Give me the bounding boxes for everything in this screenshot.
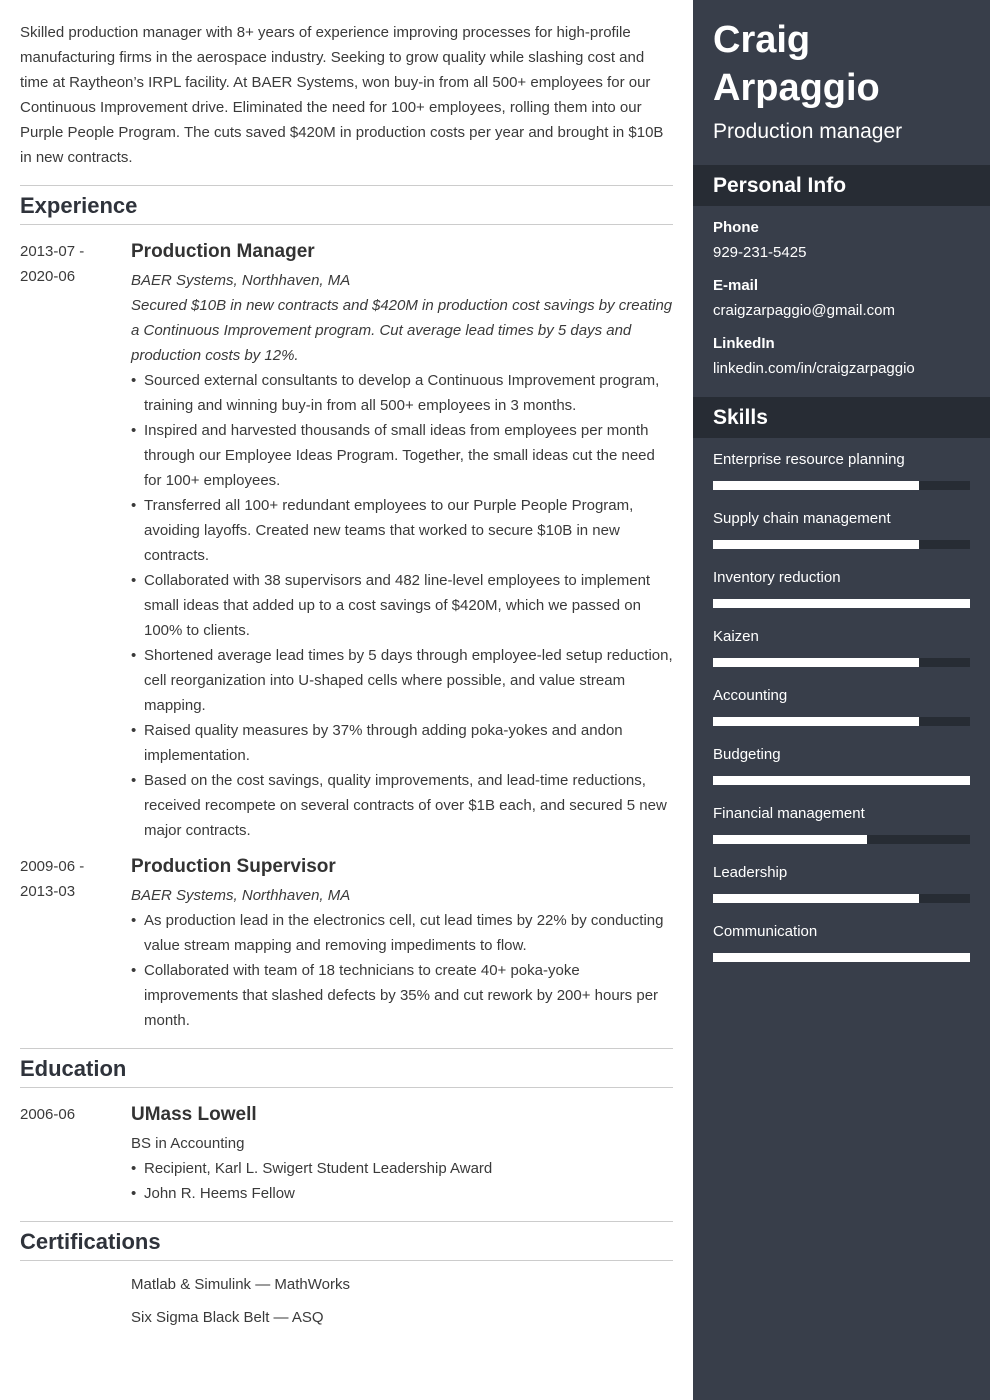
skill-level-bar — [713, 835, 970, 844]
candidate-role: Production manager — [713, 120, 903, 143]
job-company: BAER Systems, Northhaven, MA — [131, 887, 351, 904]
skill-level-bar — [713, 717, 970, 726]
education-bullet: • John R. Heems Fellow — [131, 1181, 673, 1206]
education-body — [131, 1102, 673, 1206]
email-value: craigzarpaggio@gmail.com — [713, 302, 895, 319]
personal-info-heading: Personal Info — [693, 165, 990, 206]
certifications-heading: Certifications — [20, 1221, 673, 1261]
job-bullet: • Sourced external consultants to develop a Continuous Improvement program, training and winning buy-in from all 500+ employees in 3 months. — [131, 368, 673, 418]
skill-name: Enterprise resource planning — [713, 451, 905, 468]
skill-item — [713, 509, 970, 568]
email-label: E-mail — [713, 277, 759, 294]
school-name: UMass Lowell — [131, 1104, 257, 1125]
job-entry — [20, 854, 673, 1034]
skill-item — [713, 686, 970, 745]
certification-item: Six Sigma Black Belt — ASQ — [131, 1309, 324, 1326]
skill-level-bar — [713, 599, 970, 608]
skill-name: Financial management — [713, 805, 865, 822]
job-bullets — [131, 368, 673, 843]
job-bullet: • As production lead in the electronics cell, cut lead times by 22% by conducting value stream mapping and removing impediments to flow. — [131, 908, 673, 958]
skill-name: Kaizen — [713, 628, 759, 645]
skill-item — [713, 450, 970, 509]
skill-level-bar — [713, 540, 970, 549]
job-company: BAER Systems, Northhaven, MA — [131, 272, 351, 289]
skill-level-fill — [713, 776, 970, 785]
education-entry — [20, 1102, 673, 1212]
skill-level-fill — [713, 953, 970, 962]
skill-level-bar — [713, 658, 970, 667]
job-entry — [20, 239, 673, 839]
job-bullet: • Collaborated with 38 supervisors and 482 line-level employees to implement small ideas that added up to a cost savings of $420M, which we passed on 100% to clients. — [131, 568, 673, 643]
education-bullets — [131, 1156, 673, 1206]
skills-list — [713, 450, 970, 981]
skill-name: Supply chain management — [713, 510, 891, 527]
skill-name: Leadership — [713, 864, 788, 881]
skill-name: Communication — [713, 923, 818, 940]
candidate-name: Craig Arpaggio — [713, 19, 880, 109]
education-heading: Education — [20, 1048, 673, 1088]
sidebar — [693, 0, 990, 1400]
skill-level-fill — [713, 835, 867, 844]
skill-name: Accounting — [713, 687, 788, 704]
education-date: 2006-06 — [20, 1106, 76, 1123]
summary-text: Skilled production manager with 8+ years of experience improving processes for high-profile manufacturing firms in the aerospace industry. Seeking to grow quality while slashing cost and time at Raytheon’s IRPL facility. At BAER Systems, won buy-in from all 500+ employees for our Continuous Improvement drive. Eliminated the need for 100+ employees, rolling them into our Purple People Program. The cuts saved $420M in production costs per year and brought in $10B in new contracts. — [20, 24, 664, 166]
skill-level-fill — [713, 481, 919, 490]
job-bullet: • Shortened average lead times by 5 days through employee-led setup reduction, cell reorganization into U-shaped cells where possible, and value stream mapping. — [131, 643, 673, 718]
skill-level-fill — [713, 717, 919, 726]
skill-item — [713, 627, 970, 686]
education-bullet: • Recipient, Karl L. Swigert Student Leadership Award — [131, 1156, 673, 1181]
skill-level-bar — [713, 481, 970, 490]
job-title: Production Supervisor — [131, 856, 336, 877]
skill-level-fill — [713, 894, 919, 903]
linkedin-label: LinkedIn — [713, 335, 775, 352]
job-title: Production Manager — [131, 241, 315, 262]
skill-level-bar — [713, 953, 970, 962]
job-bullet: • Inspired and harvested thousands of small ideas from employees per month through our Employee Ideas Program. Together, the small ideas cut the need for 100+ employees. — [131, 418, 673, 493]
skill-level-bar — [713, 776, 970, 785]
experience-heading: Experience — [20, 185, 673, 225]
skill-item — [713, 863, 970, 922]
skill-name: Budgeting — [713, 746, 781, 763]
skill-level-fill — [713, 540, 919, 549]
job-bullet: • Raised quality measures by 37% through adding poka-yokes and andon implementation. — [131, 718, 673, 768]
job-description: Secured $10B in new contracts and $420M in production cost savings by creating a Continuous Improvement program. Cut average lead times by 5 days and production costs by 12%. — [131, 297, 673, 364]
skill-level-fill — [713, 599, 970, 608]
skill-name: Inventory reduction — [713, 569, 841, 586]
skill-item — [713, 804, 970, 863]
job-bullet: • Based on the cost savings, quality improvements, and lead-time reductions, received recompete on several contracts of over $1B each, and secured 5 new major contracts. — [131, 768, 673, 843]
job-bullet: • Transferred all 100+ redundant employees to our Purple People Program, avoiding layoffs. Created new teams that worked to secure $10B in new contracts. — [131, 493, 673, 568]
degree: BS in Accounting — [131, 1135, 245, 1152]
skill-level-bar — [713, 894, 970, 903]
skill-item — [713, 745, 970, 804]
phone-value: 929-231-5425 — [713, 244, 807, 261]
skill-item — [713, 922, 970, 981]
job-date: 2009-06 - 2013-03 — [20, 858, 85, 900]
job-bullet: • Collaborated with team of 18 technicians to create 40+ poka-yoke improvements that slashed defects by 35% and cut rework by 200+ hours per month. — [131, 958, 673, 1033]
skill-level-fill — [713, 658, 919, 667]
job-date: 2013-07 - 2020-06 — [20, 243, 85, 285]
certification-item: Matlab & Simulink — MathWorks — [131, 1276, 350, 1293]
phone-label: Phone — [713, 219, 759, 236]
job-bullets — [131, 908, 673, 1033]
skills-heading: Skills — [693, 397, 990, 438]
job-body — [131, 854, 673, 1033]
job-body — [131, 239, 673, 843]
skill-item — [713, 568, 970, 627]
linkedin-value: linkedin.com/in/craigzarpaggio — [713, 360, 915, 377]
